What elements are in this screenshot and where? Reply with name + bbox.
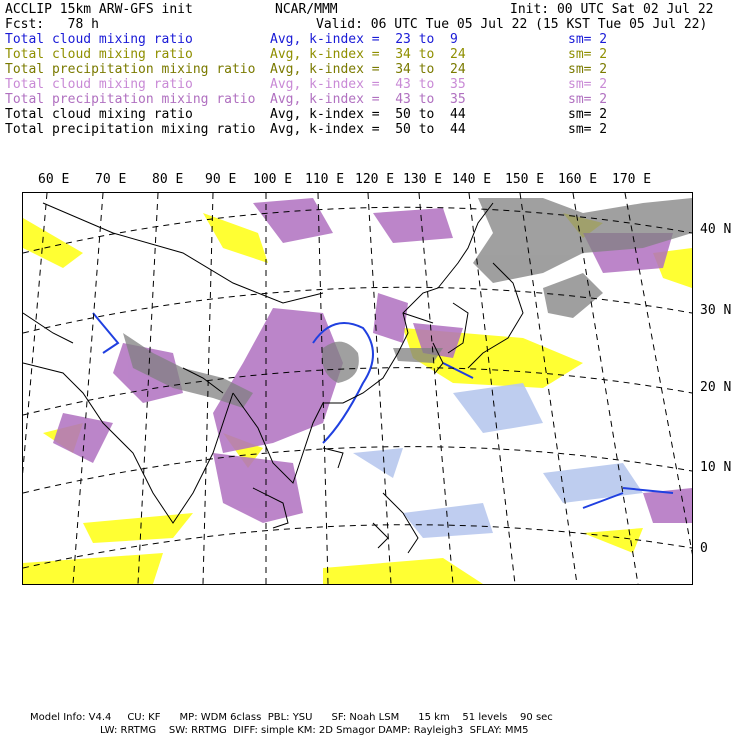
legend-avg: Avg, k-index = 43 to 35 (270, 92, 466, 107)
legend-field: Total precipitation mixing ratio (5, 122, 256, 137)
legend-field: Total cloud mixing ratio (5, 77, 193, 92)
legend-row (5, 92, 735, 107)
lon-label: 170 E (612, 172, 652, 187)
lat-label: 0 (700, 541, 708, 556)
lon-label: 100 E (253, 172, 293, 187)
legend-sm: sm= 2 (568, 47, 608, 62)
legend-avg: Avg, k-index = 34 to 24 (270, 47, 466, 62)
lon-label: 70 E (95, 172, 127, 187)
lon-label: 140 E (452, 172, 492, 187)
lat-label: 20 N (700, 380, 732, 395)
legend-sm: sm= 2 (568, 122, 608, 137)
legend-row (5, 107, 735, 122)
legend-avg: Avg, k-index = 50 to 44 (270, 122, 466, 137)
forecast-map (22, 192, 693, 585)
lon-label: 160 E (558, 172, 598, 187)
init-time: Init: 00 UTC Sat 02 Jul 22 (510, 2, 714, 17)
model-info-line-1: Model Info: V4.4 CU: KF MP: WDM 6class PBL: YSU SF: Noah LSM 15 km 51 levels 90 sec (30, 712, 553, 723)
legend-field: Total cloud mixing ratio (5, 107, 193, 122)
legend-avg: Avg, k-index = 34 to 24 (270, 62, 466, 77)
legend-field: Total cloud mixing ratio (5, 47, 193, 62)
legend-row (5, 122, 735, 137)
legend-field: Total precipitation mixing ratio (5, 92, 256, 107)
legend-sm: sm= 2 (568, 92, 608, 107)
legend-avg: Avg, k-index = 43 to 35 (270, 77, 466, 92)
lat-label: 10 N (700, 460, 732, 475)
legend-row (5, 47, 735, 62)
model-info-line-2: LW: RRTMG SW: RRTMG DIFF: simple KM: 2D Smagor DAMP: Rayleigh3 SFLAY: MM5 (100, 725, 529, 736)
lon-label: 130 E (403, 172, 443, 187)
legend-sm: sm= 2 (568, 77, 608, 92)
legend-row (5, 62, 735, 77)
legend-avg: Avg, k-index = 23 to 9 (270, 32, 458, 47)
lon-label: 150 E (505, 172, 545, 187)
center-title: NCAR/MMM (275, 2, 338, 17)
valid-time: Valid: 06 UTC Tue 05 Jul 22 (15 KST Tue 05 Jul 22) (316, 17, 708, 32)
legend-sm: sm= 2 (568, 62, 608, 77)
legend-field: Total cloud mixing ratio (5, 32, 193, 47)
lon-label: 80 E (152, 172, 184, 187)
legend-row (5, 32, 735, 47)
lon-label: 60 E (38, 172, 70, 187)
forecast-hour: Fcst: 78 h (5, 17, 99, 32)
legend-avg: Avg, k-index = 50 to 44 (270, 107, 466, 122)
legend-field: Total precipitation mixing ratio (5, 62, 256, 77)
legend-sm: sm= 2 (568, 32, 608, 47)
legend-sm: sm= 2 (568, 107, 608, 122)
lon-label: 110 E (305, 172, 345, 187)
legend-row (5, 77, 735, 92)
lat-label: 40 N (700, 222, 732, 237)
lon-label: 90 E (205, 172, 237, 187)
lat-label: 30 N (700, 303, 732, 318)
model-title: ACCLIP 15km ARW-GFS init (5, 2, 193, 17)
lon-label: 120 E (355, 172, 395, 187)
